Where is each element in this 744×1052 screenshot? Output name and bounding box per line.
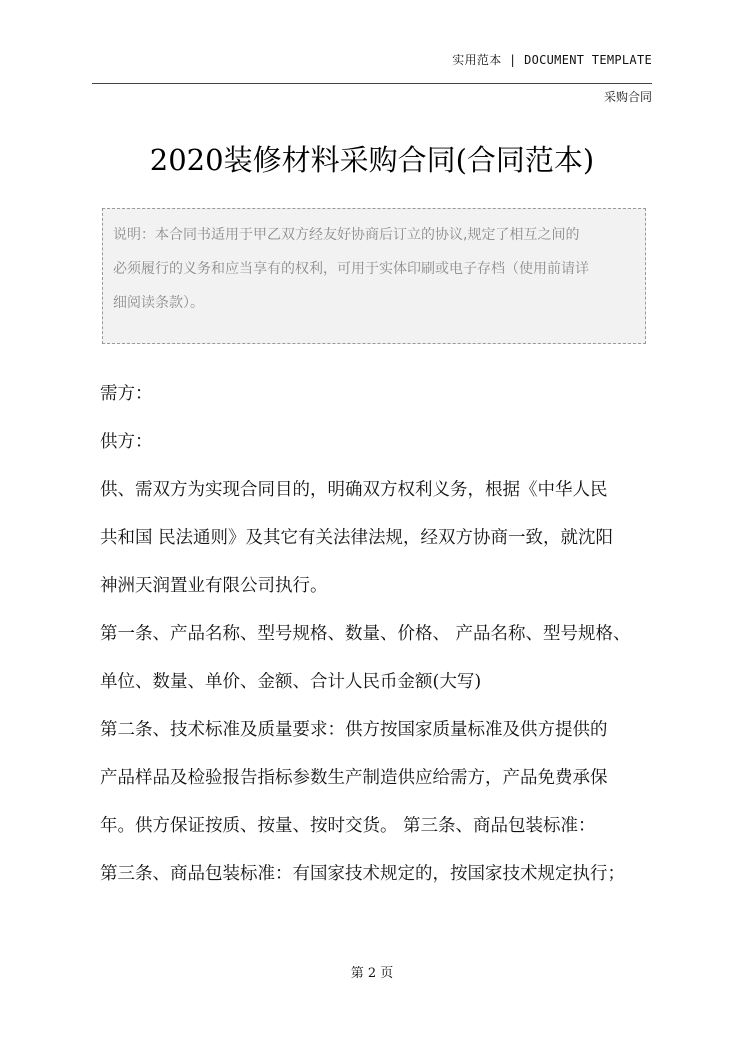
body-line: 年。供方保证按质、按量、按时交货。 第三条、商品包装标准： bbox=[100, 816, 596, 836]
body-line: 供、需双方为实现合同目的，明确双方权利义务，根据《中华人民 bbox=[100, 480, 608, 500]
note-line: 必须履行的义务和应当享有的权利，可用于实体印刷或电子存档（使用前请详 bbox=[113, 261, 589, 277]
note-line: 细阅读条款）。 bbox=[113, 295, 204, 311]
note-line: 说明：本合同书适用于甲乙双方经友好协商后订立的协议,规定了相互之间的 bbox=[113, 227, 580, 243]
article-3-line: 第三条、商品包装标准：有国家技术规定的，按国家技术规定执行； bbox=[100, 864, 625, 884]
body-line: 产品样品及检验报告指标参数生产制造供应给需方，产品免费承保 bbox=[100, 768, 608, 788]
buyer-line: 需方： bbox=[100, 384, 153, 404]
header-tag: 实用范本 | DOCUMENT TEMPLATE bbox=[452, 53, 652, 67]
note-box bbox=[102, 208, 646, 344]
header-divider bbox=[92, 83, 652, 84]
body-line: 神洲天润置业有限公司执行。 bbox=[100, 576, 328, 596]
article-2-line: 第二条、技术标准及质量要求：供方按国家质量标准及供方提供的 bbox=[100, 720, 608, 740]
header-category: 采购合同 bbox=[603, 90, 652, 104]
supplier-line: 供方： bbox=[100, 432, 153, 452]
page-number: 第 2 页 bbox=[350, 966, 394, 981]
document-title: 2020装修材料采购合同(合同范本) bbox=[149, 143, 595, 177]
body-line: 单位、数量、单价、金额、合计人民币金额(大写) bbox=[100, 672, 482, 692]
contract-body bbox=[100, 374, 660, 902]
article-1-line: 第一条、产品名称、型号规格、数量、价格、 产品名称、型号规格、 bbox=[100, 624, 631, 644]
body-line: 共和国 民法通则》及其它有关法律法规，经双方协商一致，就沈阳 bbox=[100, 528, 614, 548]
